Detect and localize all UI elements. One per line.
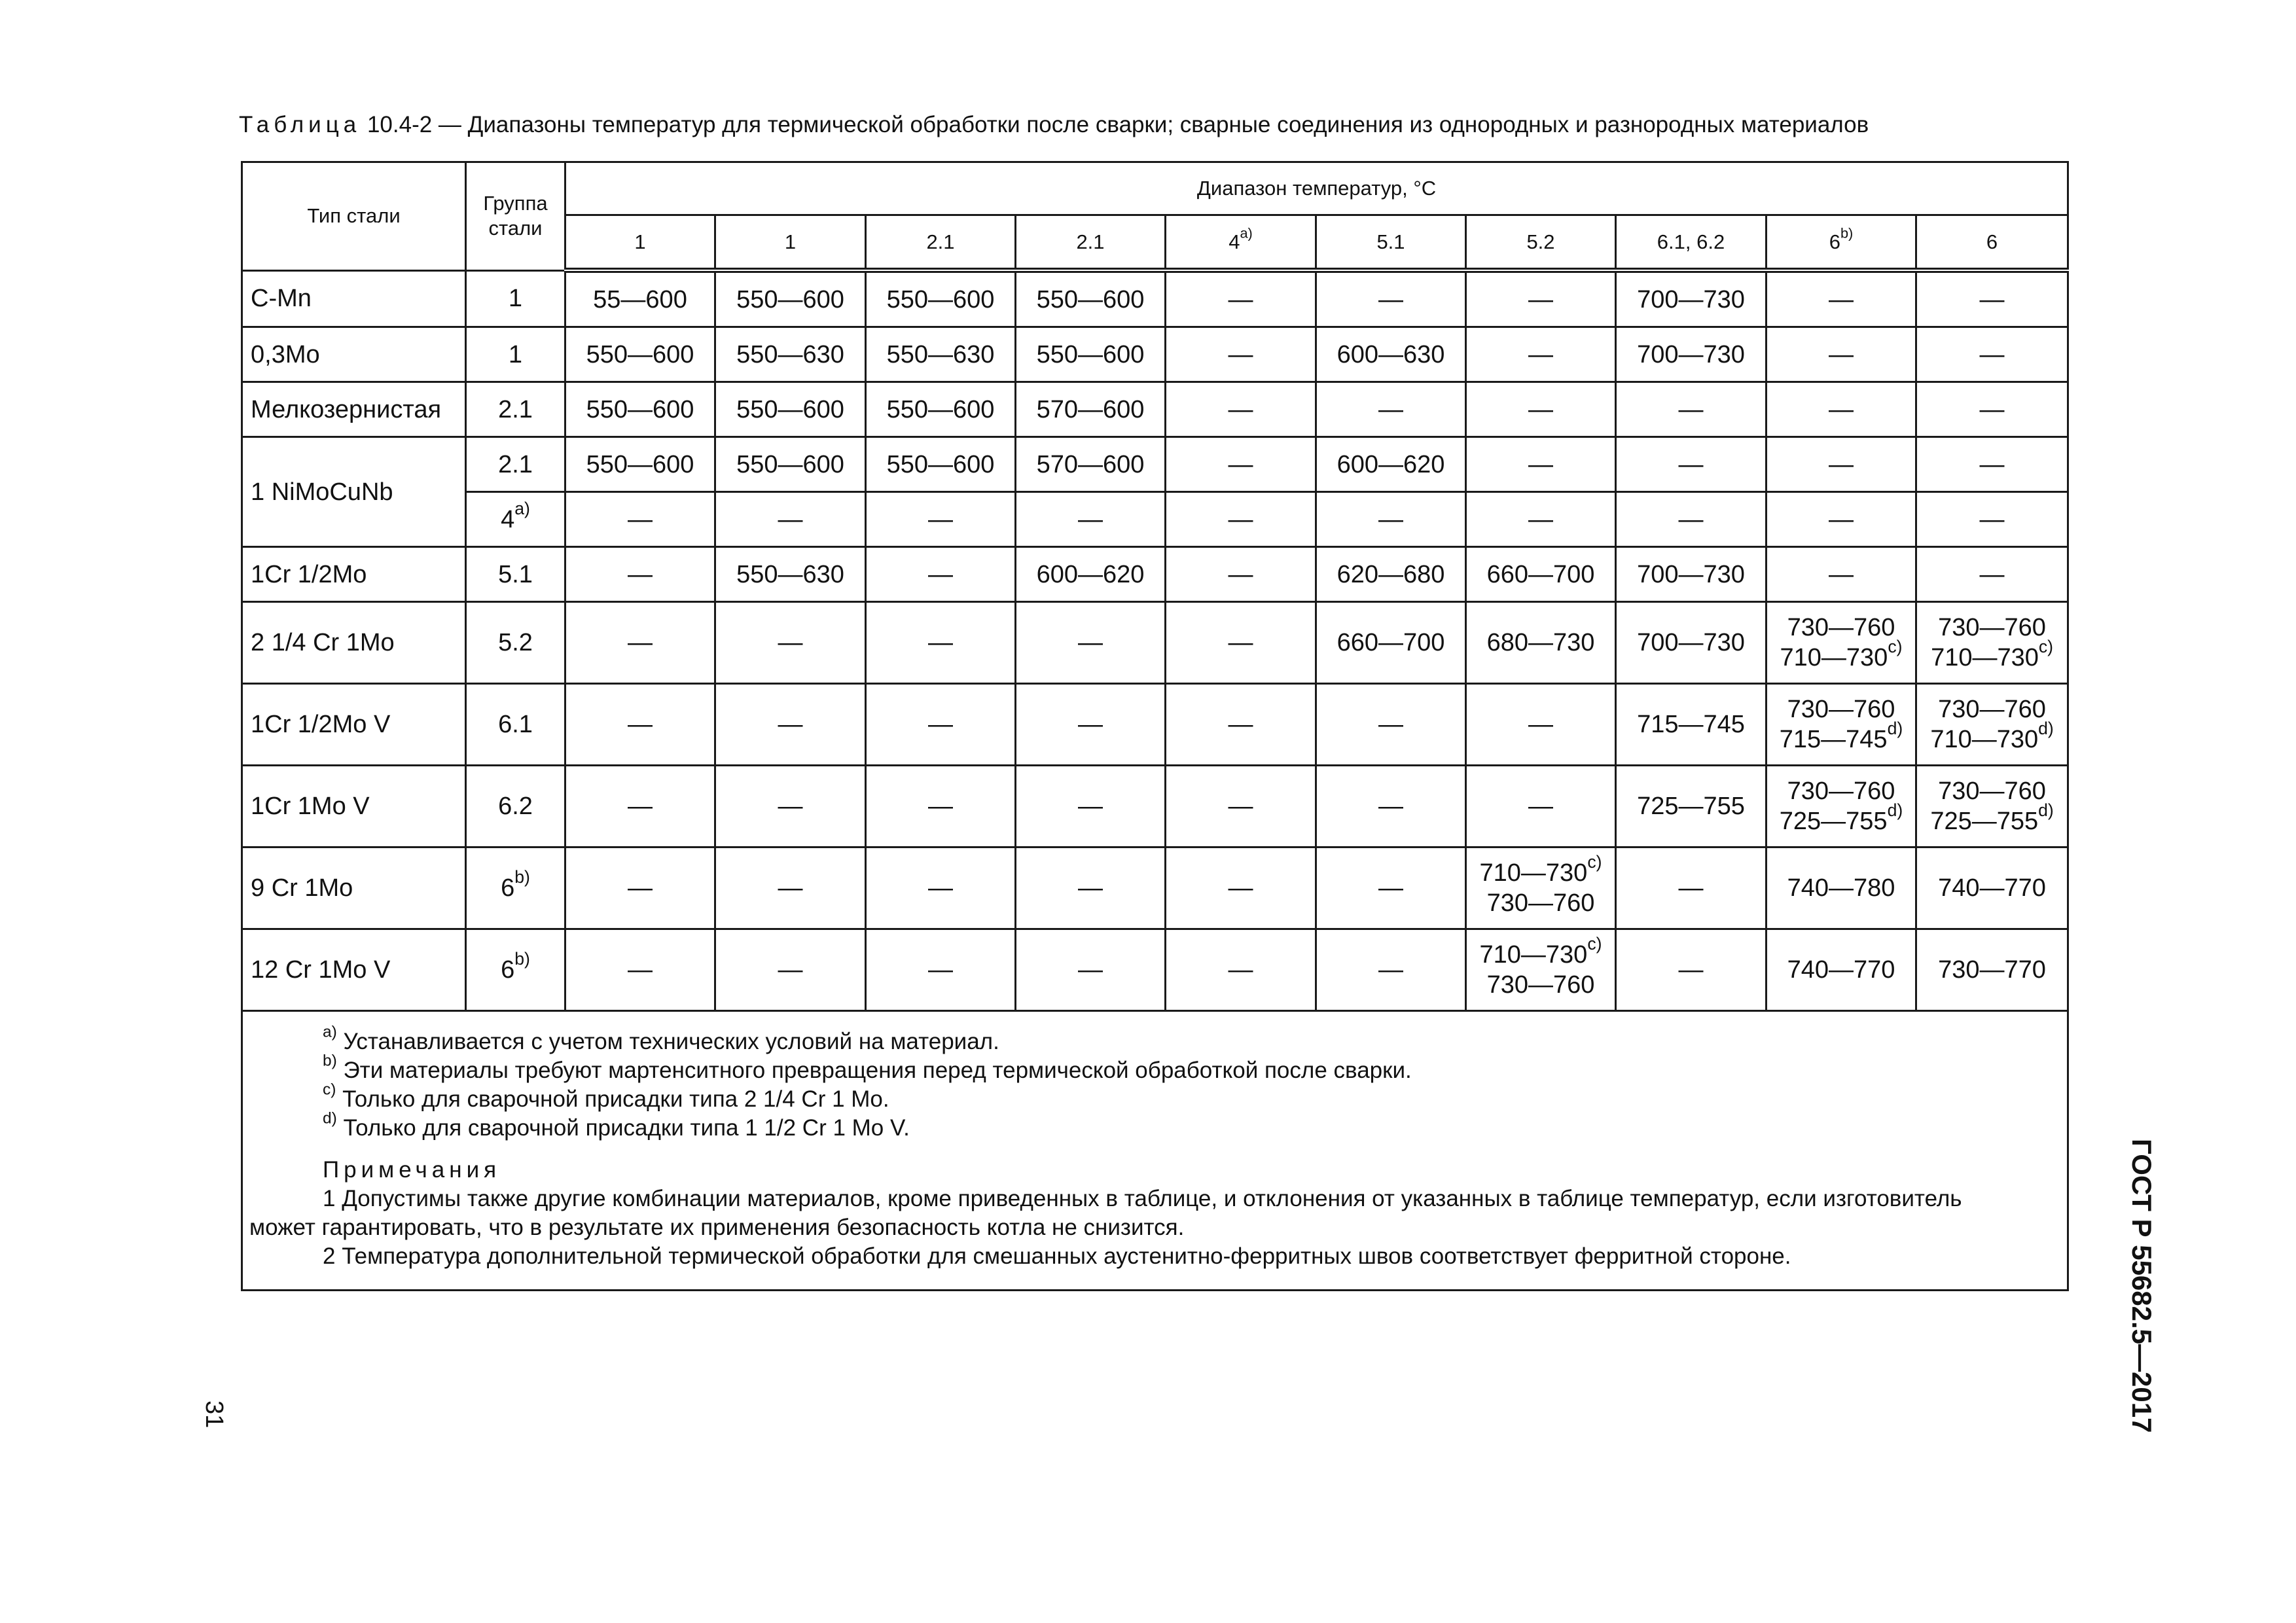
- temperature-cell: —: [1916, 327, 2068, 382]
- cell-text: 710—730: [1931, 644, 2039, 671]
- cell-text: 5.1: [1376, 230, 1405, 253]
- temperature-cell: 570—600: [1016, 382, 1166, 437]
- temperature-cell: 660—700: [1316, 602, 1466, 684]
- cell-line: [1471, 888, 1611, 918]
- subheader-group-9: [1767, 215, 1916, 271]
- cell-text: 1: [508, 285, 523, 313]
- temperature-cell: 660—700: [1466, 547, 1616, 602]
- cell-text: 2.1: [1076, 230, 1105, 253]
- footnote-list: [249, 1023, 2063, 1143]
- cell-text: 2.1: [498, 395, 533, 423]
- cell-text: 730—760: [1938, 777, 2046, 805]
- cell-line: [1771, 719, 1911, 755]
- temperature-cell: —: [1166, 382, 1316, 437]
- steel-group-cell: [466, 492, 565, 547]
- footnote-mark: d): [2038, 800, 2054, 821]
- temperature-cell: —: [1767, 437, 1916, 492]
- document-designation: ГОСТ Р 55682.5—2017: [2126, 1139, 2157, 1433]
- table-row: [242, 602, 2068, 684]
- temperature-cell: 550—600: [565, 382, 715, 437]
- note-2: 2 Температура дополнительной термической обработки для смешанных аустенитно-ферритных швов соответствует ферритной стороне.: [323, 1243, 1791, 1269]
- subheader-group-1: [565, 215, 715, 271]
- cell-text: 4: [501, 505, 515, 533]
- footnote-mark: d): [1887, 800, 1903, 821]
- temperature-cell: [1767, 602, 1916, 684]
- footnote: [249, 1080, 2063, 1114]
- temperature-cell: —: [1916, 382, 2068, 437]
- temperature-cell: 700—730: [1616, 327, 1767, 382]
- temperature-cell: —: [1466, 382, 1616, 437]
- temperature-cell: 550—630: [715, 327, 866, 382]
- steel-type-cell: C-Mn: [242, 270, 466, 327]
- temperature-cell: —: [1166, 602, 1316, 684]
- subheader-group-7: [1466, 215, 1616, 271]
- cell-text: 710—730: [1479, 941, 1588, 969]
- subheader-group-8: [1616, 215, 1767, 271]
- temperature-cell: —: [1767, 327, 1916, 382]
- temperature-cell: [1916, 766, 2068, 847]
- cell-text: 6.1, 6.2: [1657, 230, 1725, 253]
- cell-text: 730—760: [1787, 777, 1895, 805]
- cell-text: 725—755: [1930, 808, 2039, 835]
- temperature-cell: —: [1166, 547, 1316, 602]
- temperature-cell: —: [1466, 437, 1616, 492]
- steel-group-cell: [466, 847, 565, 929]
- cell-text: 730—760: [1787, 614, 1895, 641]
- cell-line: [1921, 800, 2063, 836]
- temperature-cell: —: [1466, 270, 1616, 327]
- cell-text: 6.2: [498, 793, 533, 820]
- subheader-group-4: [1016, 215, 1166, 271]
- table-row: [242, 766, 2068, 847]
- temperature-cell: 550—600: [715, 270, 866, 327]
- note-1-continuation: может гарантировать, что в результате их применения безопасность котла не снизится.: [249, 1215, 1185, 1240]
- cell-text: 715—745: [1779, 726, 1888, 753]
- footnote-mark: a): [323, 1023, 337, 1041]
- temperature-cell: —: [715, 602, 866, 684]
- temperature-cell: —: [715, 492, 866, 547]
- temperature-cell: [1466, 929, 1616, 1011]
- temperature-cell: 740—780: [1767, 847, 1916, 929]
- temperature-cell: —: [565, 929, 715, 1011]
- temperature-cell: —: [1767, 547, 1916, 602]
- caption-text: 10.4-2 — Диапазоны температур для термической обработки после сварки; сварные соединения из однородных и разнородных материалов: [361, 112, 1869, 137]
- cell-text: 1: [634, 230, 646, 253]
- temperature-cell: 550—600: [715, 437, 866, 492]
- temperature-cell: —: [1916, 270, 2068, 327]
- cell-text: 710—730: [1479, 859, 1588, 887]
- temperature-cell: —: [1916, 437, 2068, 492]
- footnote-text: Только для сварочной присадки типа 1 1/2 Cr 1 Mo V.: [336, 1115, 910, 1141]
- temperature-cell: —: [1316, 684, 1466, 766]
- cell-text: 710—730: [1930, 726, 2039, 753]
- temperature-cell: —: [1466, 492, 1616, 547]
- temperature-cell: 55—600: [565, 270, 715, 327]
- temperature-cell: 740—770: [1916, 847, 2068, 929]
- temperature-cell: 550—600: [1016, 327, 1166, 382]
- temperature-cell: 680—730: [1466, 602, 1616, 684]
- footnote-mark: c): [1587, 934, 1602, 954]
- temperature-cell: —: [866, 492, 1016, 547]
- footnote-mark: a): [514, 498, 530, 518]
- steel-group-cell: [466, 437, 565, 492]
- temperature-cell: 550—600: [866, 270, 1016, 327]
- temperature-cell: —: [1316, 382, 1466, 437]
- temperature-cell: —: [1316, 847, 1466, 929]
- temperature-cell: —: [1616, 382, 1767, 437]
- cell-line: [1771, 637, 1911, 673]
- note-1: 1 Допустимы также другие комбинации материалов, кроме приведенных в таблице, и отклонения от указанных в таблице температур, если изготовитель: [323, 1186, 1962, 1211]
- temperature-cell: 550—630: [866, 327, 1016, 382]
- cell-text: 1: [784, 230, 797, 253]
- temperature-cell: —: [1016, 929, 1166, 1011]
- temperature-cell: —: [866, 847, 1016, 929]
- temperature-cell: [1767, 684, 1916, 766]
- footnote: [249, 1023, 2063, 1056]
- cell-text: 6: [1986, 230, 1998, 253]
- subheader-group-10: [1916, 215, 2068, 271]
- temperature-cell: 600—620: [1016, 547, 1166, 602]
- temperature-cell: —: [565, 847, 715, 929]
- temperature-cell: —: [1316, 766, 1466, 847]
- footnote-mark: b): [514, 867, 530, 887]
- steel-group-cell: [466, 766, 565, 847]
- cell-line: [1471, 970, 1611, 1000]
- cell-text: 5.2: [498, 629, 533, 656]
- steel-group-cell: [466, 547, 565, 602]
- notes-title: Примечания: [323, 1157, 501, 1183]
- footnote-mark: c): [323, 1080, 336, 1099]
- temperature-table: [241, 161, 2069, 1291]
- temperature-cell: —: [1166, 270, 1316, 327]
- steel-type-cell: 9 Cr 1Mo: [242, 847, 466, 929]
- temperature-cell: —: [1016, 847, 1166, 929]
- footnote-mark: c): [2038, 637, 2054, 657]
- temperature-cell: —: [1166, 327, 1316, 382]
- temperature-cell: —: [1166, 437, 1316, 492]
- footnote-text: Устанавливается с учетом технических условий на материал.: [336, 1029, 999, 1054]
- steel-type-cell: 1Cr 1Mo V: [242, 766, 466, 847]
- cell-text: 730—760: [1486, 889, 1595, 917]
- cell-text: 730—760: [1486, 971, 1595, 999]
- header-steel-group: Группа стали: [466, 162, 565, 271]
- steel-type-cell: 1 NiMoCuNb: [242, 437, 466, 547]
- temperature-cell: 700—730: [1616, 602, 1767, 684]
- cell-text: 5.2: [1526, 230, 1555, 253]
- cell-line: [1921, 719, 2063, 755]
- cell-text: 710—730: [1780, 644, 1888, 671]
- cell-text: 730—760: [1938, 696, 2046, 723]
- steel-group-cell: [466, 684, 565, 766]
- temperature-cell: —: [565, 684, 715, 766]
- temperature-cell: —: [1316, 929, 1466, 1011]
- table-row: [242, 437, 2068, 492]
- cell-text: 730—760: [1787, 696, 1895, 723]
- temperature-cell: —: [1166, 684, 1316, 766]
- temperature-cell: —: [1016, 766, 1166, 847]
- page-number: 31: [200, 1400, 228, 1429]
- steel-type-cell: 0,3Mo: [242, 327, 466, 382]
- temperature-cell: —: [1767, 492, 1916, 547]
- cell-text: 6: [501, 956, 515, 984]
- steel-type-cell: 2 1/4 Cr 1Mo: [242, 602, 466, 684]
- temperature-cell: 550—600: [1016, 270, 1166, 327]
- subheader-group-6: [1316, 215, 1466, 271]
- footnote-mark: d): [2038, 719, 2054, 739]
- temperature-cell: —: [715, 929, 866, 1011]
- cell-text: 5.1: [498, 560, 533, 588]
- table-row: [242, 382, 2068, 437]
- cell-line: [1471, 934, 1611, 970]
- temperature-cell: [1466, 847, 1616, 929]
- steel-type-cell: 12 Cr 1Mo V: [242, 929, 466, 1011]
- footnotes-block: [242, 1011, 2068, 1291]
- table-caption: [239, 109, 2072, 141]
- steel-group-cell: [466, 327, 565, 382]
- temperature-cell: 620—680: [1316, 547, 1466, 602]
- table-row: [242, 929, 2068, 1011]
- temperature-cell: 550—600: [565, 437, 715, 492]
- temperature-cell: —: [1916, 547, 2068, 602]
- cell-line: [1471, 852, 1611, 888]
- cell-text: 725—755: [1779, 808, 1888, 835]
- header-temperature-range: Диапазон температур, °C: [565, 162, 2068, 215]
- temperature-cell: 550—600: [866, 382, 1016, 437]
- temperature-cell: —: [1166, 929, 1316, 1011]
- footnote: [249, 1109, 2063, 1143]
- table-row: [242, 270, 2068, 327]
- temperature-cell: —: [1316, 492, 1466, 547]
- subheader-group-2: [715, 215, 866, 271]
- temperature-cell: —: [715, 847, 866, 929]
- temperature-cell: —: [1166, 847, 1316, 929]
- temperature-cell: 700—730: [1616, 547, 1767, 602]
- temperature-cell: —: [866, 766, 1016, 847]
- temperature-cell: 600—630: [1316, 327, 1466, 382]
- temperature-cell: —: [1466, 684, 1616, 766]
- cell-text: 2.1: [498, 450, 533, 478]
- cell-text: 6: [1829, 230, 1840, 253]
- temperature-cell: —: [1767, 270, 1916, 327]
- temperature-cell: 550—600: [866, 437, 1016, 492]
- temperature-cell: —: [715, 684, 866, 766]
- caption-lead: Таблица: [239, 112, 361, 137]
- footnote-mark: b): [514, 949, 530, 969]
- temperature-cell: —: [866, 684, 1016, 766]
- subheader-group-5: [1166, 215, 1316, 271]
- temperature-cell: 550—600: [565, 327, 715, 382]
- cell-text: 6.1: [498, 711, 533, 738]
- steel-type-cell: 1Cr 1/2Mo: [242, 547, 466, 602]
- temperature-cell: 740—770: [1767, 929, 1916, 1011]
- temperature-cell: —: [1016, 602, 1166, 684]
- temperature-cell: 570—600: [1016, 437, 1166, 492]
- temperature-cell: —: [1616, 437, 1767, 492]
- temperature-cell: —: [565, 766, 715, 847]
- temperature-cell: 730—770: [1916, 929, 2068, 1011]
- temperature-cell: —: [1016, 492, 1166, 547]
- steel-group-cell: [466, 602, 565, 684]
- footnote-mark: d): [1887, 719, 1903, 739]
- table-row: [242, 492, 2068, 547]
- temperature-cell: 715—745: [1616, 684, 1767, 766]
- temperature-cell: —: [1016, 684, 1166, 766]
- temperature-cell: —: [565, 547, 715, 602]
- steel-type-cell: 1Cr 1/2Mo V: [242, 684, 466, 766]
- temperature-cell: —: [1466, 766, 1616, 847]
- temperature-cell: —: [1166, 492, 1316, 547]
- cell-line: [1921, 637, 2063, 673]
- footnote-mark: d): [323, 1109, 337, 1128]
- temperature-cell: —: [866, 547, 1016, 602]
- temperature-cell: [1916, 684, 2068, 766]
- table-row: [242, 684, 2068, 766]
- temperature-cell: 725—755: [1616, 766, 1767, 847]
- temperature-cell: —: [1166, 766, 1316, 847]
- footnote-mark: c): [1587, 852, 1602, 872]
- temperature-cell: [1767, 766, 1916, 847]
- cell-line: [1771, 800, 1911, 836]
- footnote-mark: c): [1888, 637, 1903, 657]
- temperature-cell: 700—730: [1616, 270, 1767, 327]
- table-row: [242, 847, 2068, 929]
- steel-group-cell: [466, 929, 565, 1011]
- temperature-cell: —: [715, 766, 866, 847]
- table-row: [242, 327, 2068, 382]
- footnote-mark: b): [323, 1052, 337, 1070]
- cell-text: 1: [508, 340, 523, 368]
- temperature-cell: —: [1767, 382, 1916, 437]
- temperature-cell: 550—600: [715, 382, 866, 437]
- steel-group-cell: [466, 382, 565, 437]
- temperature-cell: —: [1916, 492, 2068, 547]
- cell-text: 6: [501, 874, 515, 902]
- table-row: [242, 547, 2068, 602]
- footnote-text: Эти материалы требуют мартенситного превращения перед термической обработкой после сварки.: [336, 1058, 1412, 1083]
- footnote-mark: a): [1240, 224, 1253, 241]
- temperature-cell: 550—630: [715, 547, 866, 602]
- header-steel-type: Тип стали: [242, 162, 466, 271]
- cell-text: 730—760: [1938, 614, 2046, 641]
- temperature-cell: —: [866, 602, 1016, 684]
- footnote: [249, 1052, 2063, 1085]
- footnote-mark: b): [1840, 224, 1854, 241]
- temperature-cell: —: [1616, 929, 1767, 1011]
- temperature-cell: 600—620: [1316, 437, 1466, 492]
- temperature-cell: —: [1616, 847, 1767, 929]
- footnote-text: Только для сварочной присадки типа 2 1/4 Cr 1 Mo.: [336, 1086, 889, 1112]
- temperature-cell: [1916, 602, 2068, 684]
- temperature-cell: —: [565, 602, 715, 684]
- temperature-cell: —: [866, 929, 1016, 1011]
- temperature-cell: —: [1316, 270, 1466, 327]
- temperature-cell: —: [1616, 492, 1767, 547]
- cell-text: 4: [1229, 230, 1240, 253]
- steel-type-cell: Мелкозернистая: [242, 382, 466, 437]
- temperature-cell: —: [565, 492, 715, 547]
- cell-text: 2.1: [926, 230, 955, 253]
- subheader-group-3: [866, 215, 1016, 271]
- steel-group-cell: [466, 270, 565, 327]
- temperature-cell: —: [1466, 327, 1616, 382]
